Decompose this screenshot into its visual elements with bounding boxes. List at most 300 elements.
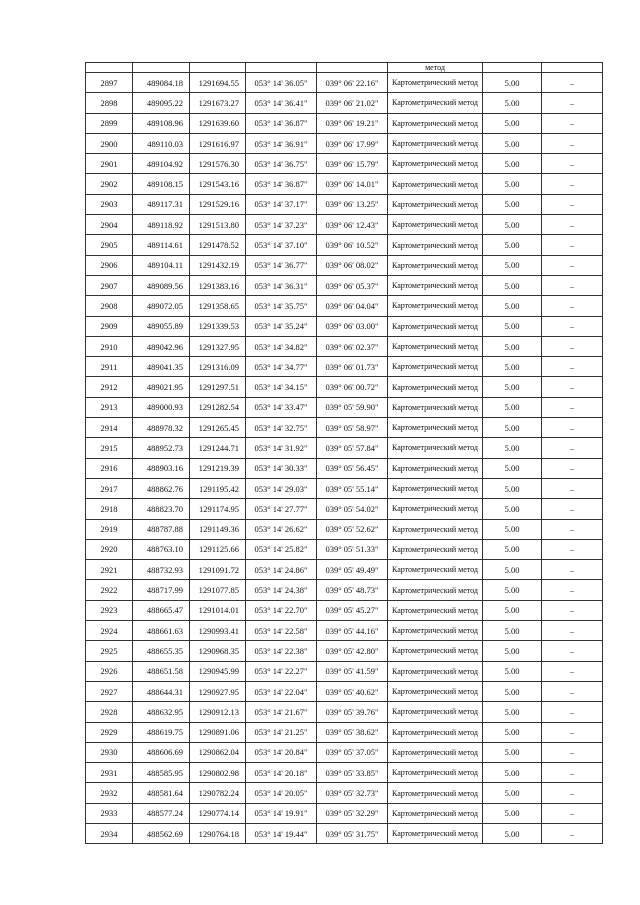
cell-longitude: 039° 05' 38.62" (317, 722, 388, 742)
cell-accuracy: 5.00 (483, 600, 542, 620)
table-row (86, 499, 603, 519)
cell-latitude: 053° 14' 24.86" (246, 560, 317, 580)
cell-method: Картометрический метод (388, 519, 483, 539)
cell-x-coordinate: 488763.10 (133, 539, 190, 559)
cell-note: – (542, 681, 603, 701)
cell-accuracy: 5.00 (483, 478, 542, 498)
cell-point-number: 2916 (86, 458, 133, 478)
cell-point-number: 2908 (86, 296, 133, 316)
cell-longitude: 039° 06' 00.72" (317, 377, 388, 397)
cell-latitude: 053° 14' 34.77" (246, 357, 317, 377)
cell-accuracy: 5.00 (483, 803, 542, 823)
cell-longitude: 039° 06' 15.79" (317, 154, 388, 174)
cell-latitude: 053° 14' 36.77" (246, 255, 317, 275)
cell-accuracy: 5.00 (483, 823, 542, 843)
table-row (86, 377, 603, 397)
cell-latitude: 053° 14' 26.62" (246, 519, 317, 539)
cell-note: – (542, 194, 603, 214)
cell-note: – (542, 560, 603, 580)
cell-accuracy: 5.00 (483, 154, 542, 174)
cell-longitude: 039° 05' 32.29" (317, 803, 388, 823)
table-row (86, 722, 603, 742)
cell-note: – (542, 600, 603, 620)
cell-note (542, 63, 603, 73)
table-row (86, 418, 603, 438)
table-row (86, 803, 603, 823)
cell-y-coordinate: 1291694.55 (190, 73, 246, 93)
cell-y-coordinate: 1291091.72 (190, 560, 246, 580)
cell-longitude: 039° 05' 55.14" (317, 478, 388, 498)
cell-point-number: 2923 (86, 600, 133, 620)
cell-latitude: 053° 14' 37.17" (246, 194, 317, 214)
cell-method: Картометрический метод (388, 133, 483, 153)
cell-point-number: 2918 (86, 499, 133, 519)
cell-method: Картометрический метод (388, 560, 483, 580)
cell-note: – (542, 499, 603, 519)
cell-point-number: 2934 (86, 823, 133, 843)
cell-method: Картометрический метод (388, 641, 483, 661)
cell-x-coordinate: 489055.89 (133, 316, 190, 336)
cell-x-coordinate: 489084.18 (133, 73, 190, 93)
cell-latitude: 053° 14' 27.77" (246, 499, 317, 519)
cell-x-coordinate: 489072.05 (133, 296, 190, 316)
cell-note: – (542, 458, 603, 478)
cell-latitude: 053° 14' 36.31" (246, 275, 317, 295)
cell-method: Картометрический метод (388, 600, 483, 620)
table-row (86, 823, 603, 843)
cell-accuracy: 5.00 (483, 357, 542, 377)
cell-method: Картометрический метод (388, 154, 483, 174)
cell-note: – (542, 621, 603, 641)
cell-y-coordinate (190, 63, 246, 73)
table-row (86, 458, 603, 478)
cell-method: Картометрический метод (388, 438, 483, 458)
cell-latitude: 053° 14' 25.82" (246, 539, 317, 559)
cell-accuracy: 5.00 (483, 296, 542, 316)
cell-note: – (542, 174, 603, 194)
cell-method: Картометрический метод (388, 296, 483, 316)
cell-x-coordinate: 489021.95 (133, 377, 190, 397)
cell-note: – (542, 803, 603, 823)
cell-longitude: 039° 05' 51.33" (317, 539, 388, 559)
cell-longitude: 039° 05' 54.02" (317, 499, 388, 519)
cell-method: Картометрический метод (388, 235, 483, 255)
cell-latitude: 053° 14' 21.25" (246, 722, 317, 742)
cell-point-number: 2897 (86, 73, 133, 93)
cell-point-number: 2914 (86, 418, 133, 438)
cell-y-coordinate: 1291432.19 (190, 255, 246, 275)
cell-method: Картометрический метод (388, 336, 483, 356)
cell-x-coordinate: 489042.96 (133, 336, 190, 356)
cell-accuracy: 5.00 (483, 641, 542, 661)
cell-y-coordinate: 1291529.16 (190, 194, 246, 214)
cell-method: Картометрический метод (388, 316, 483, 336)
cell-method: Картометрический метод (388, 458, 483, 478)
cell-x-coordinate: 488562.69 (133, 823, 190, 843)
cell-note: – (542, 438, 603, 458)
cell-accuracy: 5.00 (483, 377, 542, 397)
cell-y-coordinate: 1290927.95 (190, 681, 246, 701)
table-row (86, 215, 603, 235)
cell-y-coordinate: 1291316.09 (190, 357, 246, 377)
cell-longitude: 039° 05' 45.27" (317, 600, 388, 620)
cell-longitude: 039° 05' 40.62" (317, 681, 388, 701)
cell-latitude: 053° 14' 34.82" (246, 336, 317, 356)
cell-accuracy: 5.00 (483, 336, 542, 356)
cell-x-coordinate: 488862.76 (133, 478, 190, 498)
table-row (86, 641, 603, 661)
cell-point-number: 2928 (86, 702, 133, 722)
cell-point-number: 2919 (86, 519, 133, 539)
cell-longitude: 039° 06' 21.02" (317, 93, 388, 113)
cell-point-number: 2907 (86, 275, 133, 295)
cell-method: Картометрический метод (388, 357, 483, 377)
cell-y-coordinate: 1291513.80 (190, 215, 246, 235)
cell-longitude: 039° 06' 03.00" (317, 316, 388, 336)
cell-latitude: 053° 14' 22.04" (246, 681, 317, 701)
table-row (86, 275, 603, 295)
cell-longitude: 039° 05' 44.16" (317, 621, 388, 641)
cell-method: Картометрический метод (388, 803, 483, 823)
cell-y-coordinate: 1291616.97 (190, 133, 246, 153)
cell-x-coordinate: 488717.99 (133, 580, 190, 600)
cell-latitude: 053° 14' 19.44" (246, 823, 317, 843)
cell-accuracy: 5.00 (483, 783, 542, 803)
cell-note: – (542, 113, 603, 133)
cell-method: Картометрический метод (388, 275, 483, 295)
table-row (86, 560, 603, 580)
cell-note: – (542, 133, 603, 153)
cell-method: Картометрический метод (388, 763, 483, 783)
cell-longitude: 039° 06' 10.52" (317, 235, 388, 255)
cell-accuracy: 5.00 (483, 621, 542, 641)
cell-longitude (317, 63, 388, 73)
table-row (86, 438, 603, 458)
cell-point-number: 2905 (86, 235, 133, 255)
table-row (86, 93, 603, 113)
cell-longitude: 039° 05' 37.05" (317, 742, 388, 762)
cell-point-number: 2932 (86, 783, 133, 803)
cell-point-number: 2931 (86, 763, 133, 783)
cell-method: Картометрический метод (388, 539, 483, 559)
cell-latitude: 053° 14' 34.15" (246, 377, 317, 397)
cell-method: Картометрический метод (388, 377, 483, 397)
table-body (86, 63, 603, 844)
cell-accuracy: 5.00 (483, 458, 542, 478)
table-row (86, 580, 603, 600)
cell-x-coordinate: 489095.22 (133, 93, 190, 113)
cell-note: – (542, 418, 603, 438)
cell-note: – (542, 742, 603, 762)
cell-x-coordinate: 489117.31 (133, 194, 190, 214)
cell-x-coordinate: 489041.35 (133, 357, 190, 377)
cell-y-coordinate: 1290891.06 (190, 722, 246, 742)
cell-latitude: 053° 14' 19.91" (246, 803, 317, 823)
cell-accuracy: 5.00 (483, 113, 542, 133)
cell-y-coordinate: 1291195.42 (190, 478, 246, 498)
cell-note: – (542, 93, 603, 113)
cell-accuracy: 5.00 (483, 702, 542, 722)
cell-accuracy: 5.00 (483, 93, 542, 113)
cell-latitude: 053° 14' 21.67" (246, 702, 317, 722)
table-row (86, 255, 603, 275)
cell-accuracy: 5.00 (483, 499, 542, 519)
cell-latitude: 053° 14' 33.47" (246, 397, 317, 417)
cell-accuracy: 5.00 (483, 194, 542, 214)
cell-method: Картометрический метод (388, 742, 483, 762)
cell-point-number: 2906 (86, 255, 133, 275)
cell-longitude: 039° 05' 33.85" (317, 763, 388, 783)
cell-latitude: 053° 14' 37.23" (246, 215, 317, 235)
cell-y-coordinate: 1290862.04 (190, 742, 246, 762)
table-row (86, 357, 603, 377)
cell-note: – (542, 397, 603, 417)
cell-latitude: 053° 14' 36.05" (246, 73, 317, 93)
cell-method: Картометрический метод (388, 702, 483, 722)
cell-method: Картометрический метод (388, 783, 483, 803)
table-row (86, 397, 603, 417)
cell-accuracy: 5.00 (483, 722, 542, 742)
cell-accuracy: 5.00 (483, 519, 542, 539)
cell-point-number: 2915 (86, 438, 133, 458)
cell-method: Картометрический метод (388, 621, 483, 641)
table-row (86, 478, 603, 498)
cell-x-coordinate: 488651.58 (133, 661, 190, 681)
cell-x-coordinate: 488644.31 (133, 681, 190, 701)
cell-x-coordinate: 488665.47 (133, 600, 190, 620)
table-row (86, 73, 603, 93)
cell-longitude: 039° 06' 02.37" (317, 336, 388, 356)
cell-accuracy: 5.00 (483, 763, 542, 783)
table-row (86, 316, 603, 336)
cell-point-number: 2910 (86, 336, 133, 356)
cell-x-coordinate (133, 63, 190, 73)
cell-longitude: 039° 05' 31.75" (317, 823, 388, 843)
cell-method: Картометрический метод (388, 397, 483, 417)
cell-x-coordinate: 488632.95 (133, 702, 190, 722)
cell-accuracy: 5.00 (483, 174, 542, 194)
cell-x-coordinate: 489089.56 (133, 275, 190, 295)
cell-point-number: 2911 (86, 357, 133, 377)
cell-x-coordinate: 488903.16 (133, 458, 190, 478)
cell-y-coordinate: 1290912.13 (190, 702, 246, 722)
cell-method: Картометрический метод (388, 255, 483, 275)
cell-y-coordinate: 1291014.01 (190, 600, 246, 620)
cell-y-coordinate: 1291244.71 (190, 438, 246, 458)
cell-note: – (542, 823, 603, 843)
cell-longitude: 039° 05' 41.59" (317, 661, 388, 681)
cell-method: Картометрический метод (388, 478, 483, 498)
cell-x-coordinate: 489108.15 (133, 174, 190, 194)
cell-point-number: 2900 (86, 133, 133, 153)
cell-longitude: 039° 05' 32.73" (317, 783, 388, 803)
cell-longitude: 039° 06' 01.73" (317, 357, 388, 377)
cell-longitude: 039° 06' 19.21" (317, 113, 388, 133)
table-row (86, 702, 603, 722)
cell-method: Картометрический метод (388, 93, 483, 113)
cell-latitude: 053° 14' 22.58" (246, 621, 317, 641)
cell-accuracy: 5.00 (483, 235, 542, 255)
cell-note: – (542, 255, 603, 275)
table-row (86, 621, 603, 641)
cell-y-coordinate: 1290774.14 (190, 803, 246, 823)
cell-accuracy: 5.00 (483, 133, 542, 153)
cell-point-number: 2901 (86, 154, 133, 174)
cell-y-coordinate: 1291339.53 (190, 316, 246, 336)
cell-point-number: 2925 (86, 641, 133, 661)
cell-note: – (542, 519, 603, 539)
cell-x-coordinate: 488619.75 (133, 722, 190, 742)
cell-accuracy: 5.00 (483, 681, 542, 701)
cell-latitude: 053° 14' 37.10" (246, 235, 317, 255)
cell-x-coordinate: 489104.92 (133, 154, 190, 174)
cell-method: Картометрический метод (388, 681, 483, 701)
cell-point-number: 2903 (86, 194, 133, 214)
cell-accuracy: 5.00 (483, 560, 542, 580)
cell-y-coordinate: 1291282.54 (190, 397, 246, 417)
cell-accuracy: 5.00 (483, 255, 542, 275)
cell-x-coordinate: 488952.73 (133, 438, 190, 458)
cell-note: – (542, 296, 603, 316)
table-row (86, 296, 603, 316)
cell-y-coordinate: 1291576.30 (190, 154, 246, 174)
cell-note: – (542, 661, 603, 681)
cell-note: – (542, 783, 603, 803)
cell-y-coordinate: 1291174.95 (190, 499, 246, 519)
table-row (86, 539, 603, 559)
table-row (86, 600, 603, 620)
cell-accuracy: 5.00 (483, 418, 542, 438)
cell-method: Картометрический метод (388, 722, 483, 742)
cell-y-coordinate: 1291673.27 (190, 93, 246, 113)
cell-note: – (542, 377, 603, 397)
cell-y-coordinate: 1290782.24 (190, 783, 246, 803)
cell-longitude: 039° 05' 49.49" (317, 560, 388, 580)
cell-note: – (542, 275, 603, 295)
table-row (86, 194, 603, 214)
cell-y-coordinate: 1291478.52 (190, 235, 246, 255)
cell-y-coordinate: 1291383.16 (190, 275, 246, 295)
cell-longitude: 039° 05' 59.90" (317, 397, 388, 417)
cell-point-number: 2927 (86, 681, 133, 701)
cell-longitude: 039° 05' 48.73" (317, 580, 388, 600)
cell-latitude (246, 63, 317, 73)
cell-longitude: 039° 06' 14.01" (317, 174, 388, 194)
cell-latitude: 053° 14' 20.18" (246, 763, 317, 783)
cell-note: – (542, 478, 603, 498)
cell-y-coordinate: 1291265.45 (190, 418, 246, 438)
cell-note: – (542, 722, 603, 742)
cell-note: – (542, 580, 603, 600)
table-row (86, 519, 603, 539)
cell-point-number: 2909 (86, 316, 133, 336)
cell-y-coordinate: 1291219.39 (190, 458, 246, 478)
cell-latitude: 053° 14' 32.75" (246, 418, 317, 438)
cell-method: Картометрический метод (388, 580, 483, 600)
cell-point-number: 2898 (86, 93, 133, 113)
cell-y-coordinate: 1290802.98 (190, 763, 246, 783)
cell-y-coordinate: 1290764.18 (190, 823, 246, 843)
table-row (86, 742, 603, 762)
cell-longitude: 039° 06' 04.04" (317, 296, 388, 316)
cell-latitude: 053° 14' 36.75" (246, 154, 317, 174)
cell-accuracy: 5.00 (483, 316, 542, 336)
cell-x-coordinate: 488606.69 (133, 742, 190, 762)
cell-latitude: 053° 14' 36.91" (246, 133, 317, 153)
cell-note: – (542, 235, 603, 255)
table-row (86, 336, 603, 356)
cell-note: – (542, 215, 603, 235)
cell-point-number: 2920 (86, 539, 133, 559)
cell-x-coordinate: 488823.70 (133, 499, 190, 519)
cell-longitude: 039° 05' 39.76" (317, 702, 388, 722)
cell-accuracy: 5.00 (483, 215, 542, 235)
cell-latitude: 053° 14' 35.24" (246, 316, 317, 336)
cell-note: – (542, 316, 603, 336)
table-row-continued (86, 63, 603, 73)
cell-x-coordinate: 489114.61 (133, 235, 190, 255)
cell-x-coordinate: 488585.95 (133, 763, 190, 783)
cell-longitude: 039° 06' 17.99" (317, 133, 388, 153)
cell-y-coordinate: 1291327.95 (190, 336, 246, 356)
cell-point-number: 2913 (86, 397, 133, 417)
cell-y-coordinate: 1291543.16 (190, 174, 246, 194)
cell-latitude: 053° 14' 22.70" (246, 600, 317, 620)
cell-longitude: 039° 05' 56.45" (317, 458, 388, 478)
cell-latitude: 053° 14' 22.38" (246, 641, 317, 661)
cell-accuracy: 5.00 (483, 397, 542, 417)
table-row (86, 681, 603, 701)
table-row (86, 235, 603, 255)
cell-accuracy: 5.00 (483, 580, 542, 600)
cell-note: – (542, 73, 603, 93)
cell-note: – (542, 336, 603, 356)
cell-note: – (542, 702, 603, 722)
cell-point-number: 2929 (86, 722, 133, 742)
table-row (86, 154, 603, 174)
cell-point-number: 2924 (86, 621, 133, 641)
cell-x-coordinate: 489104.11 (133, 255, 190, 275)
cell-latitude: 053° 14' 35.75" (246, 296, 317, 316)
cell-point-number: 2899 (86, 113, 133, 133)
cell-x-coordinate: 488581.64 (133, 783, 190, 803)
cell-method: Картометрический метод (388, 823, 483, 843)
cell-y-coordinate: 1291149.36 (190, 519, 246, 539)
cell-point-number: 2917 (86, 478, 133, 498)
cell-point-number: 2912 (86, 377, 133, 397)
cell-x-coordinate: 489000.93 (133, 397, 190, 417)
cell-accuracy: 5.00 (483, 73, 542, 93)
cell-method: метод (388, 63, 483, 73)
cell-y-coordinate: 1290945.99 (190, 661, 246, 681)
cell-latitude: 053° 14' 22.27" (246, 661, 317, 681)
cell-longitude: 039° 06' 12.43" (317, 215, 388, 235)
cell-x-coordinate: 489118.92 (133, 215, 190, 235)
cell-accuracy (483, 63, 542, 73)
cell-accuracy: 5.00 (483, 275, 542, 295)
table-row (86, 661, 603, 681)
cell-accuracy: 5.00 (483, 438, 542, 458)
coordinates-table (85, 62, 603, 844)
cell-y-coordinate: 1291639.60 (190, 113, 246, 133)
cell-latitude: 053° 14' 36.87" (246, 174, 317, 194)
cell-accuracy: 5.00 (483, 742, 542, 762)
cell-latitude: 053° 14' 36.41" (246, 93, 317, 113)
cell-method: Картометрический метод (388, 194, 483, 214)
cell-y-coordinate: 1291125.66 (190, 539, 246, 559)
cell-latitude: 053° 14' 29.03" (246, 478, 317, 498)
cell-point-number: 2904 (86, 215, 133, 235)
